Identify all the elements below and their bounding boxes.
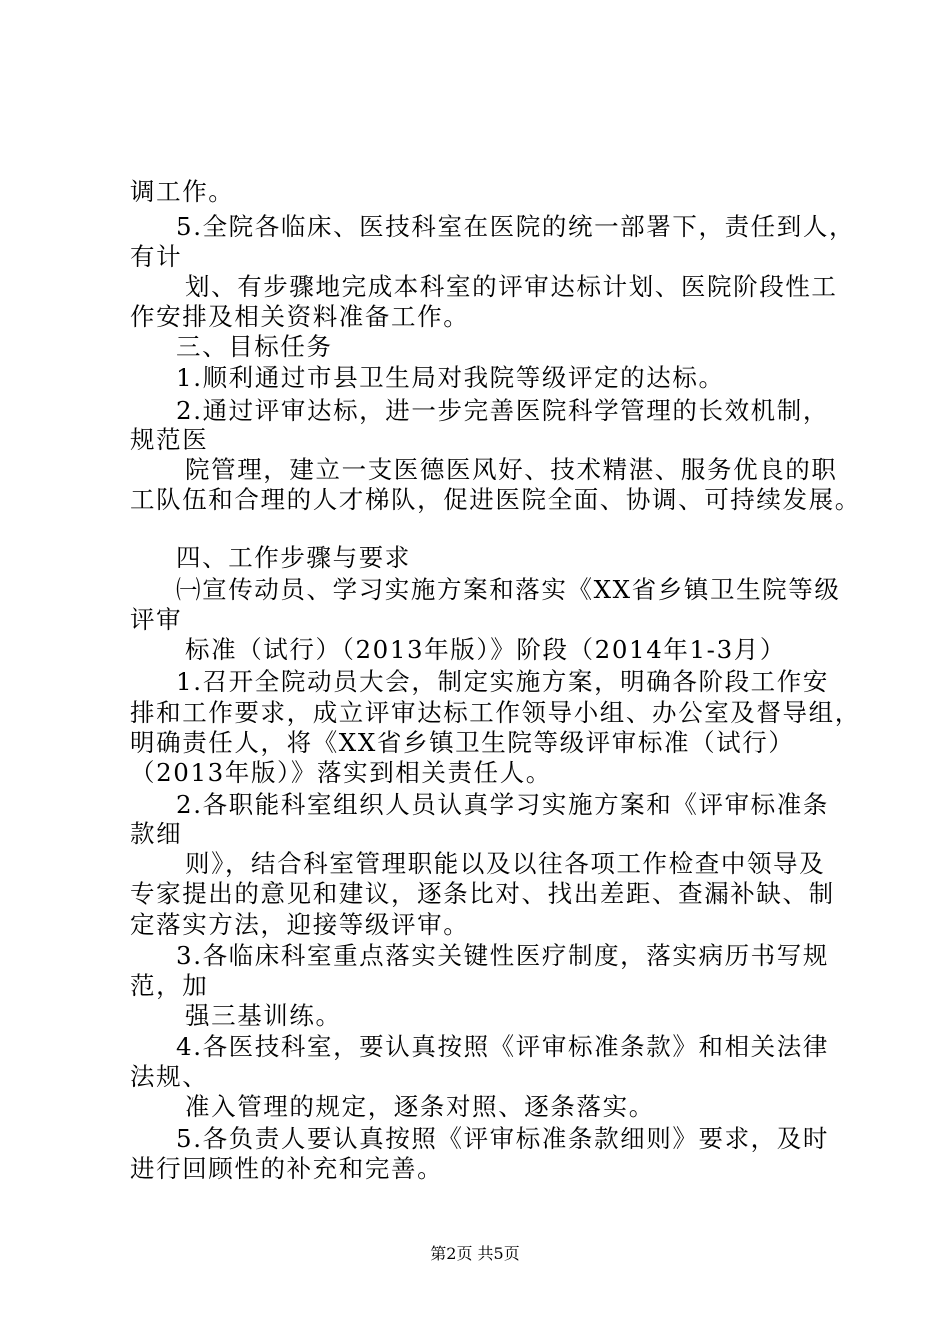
text-line: 规范医 [130,425,209,454]
text-line: 调工作。 [130,177,235,206]
text-line: 1.顺利通过市县卫生局对我院等级评定的达标。 [176,363,725,392]
text-line: 法规、 [130,1062,209,1091]
text-line: 准入管理的规定，逐条对照、逐条落实。 [185,1092,655,1121]
text-line: （2013年版）》落实到相关责任人。 [130,758,552,787]
text-line: 评审 [130,605,183,634]
text-line: 进行回顾性的补充和完善。 [130,1154,444,1183]
section-heading: 四、工作步骤与要求 [176,543,411,572]
text-line: 作安排及相关资料准备工作。 [130,302,470,331]
text-line: 院管理，建立一支医德医风好、技术精湛、服务优良的职 [185,455,838,484]
section-heading: 三、目标任务 [176,332,333,361]
text-line: 工队伍和合理的人才梯队，促进医院全面、协调、可持续发展。 [130,485,861,514]
text-line: ㈠宣传动员、学习实施方案和落实《XX省乡镇卫生院等级 [176,575,841,604]
text-line: 明确责任人，将《XX省乡镇卫生院等级评审标准（试行） [130,728,795,757]
text-line: 5.全院各临床、医技科室在医院的统一部署下，责任到人， [176,212,856,241]
text-line: 2.各职能科室组织人员认真学习实施方案和《评审标准条 [176,790,829,819]
page-number-footer: 第2页 共5页 [430,1244,520,1263]
text-line: 专家提出的意见和建议，逐条比对、找出差距、查漏补缺、制 [130,879,835,908]
text-line: 2.通过评审达标，进一步完善医院科学管理的长效机制， [176,396,829,425]
text-line: 划、有步骤地完成本科室的评审达标计划、医院阶段性工 [185,272,838,301]
text-line: 3.各临床科室重点落实关键性医疗制度，落实病历书写规 [176,941,829,970]
text-line: 4.各医技科室，要认真按照《评审标准条款》和相关法律 [176,1032,829,1061]
text-line: 范，加 [130,971,209,1000]
text-line: 定落实方法，迎接等级评审。 [130,910,470,939]
text-line: 标准（试行）（2013年版）》阶段（2014年1-3月） [185,635,786,664]
text-line: 强三基训练。 [185,1001,342,1030]
text-line: 款细 [130,819,183,848]
text-line: 则》，结合科室管理职能以及以往各项工作检查中领导及 [185,849,826,878]
text-line: 有计 [130,242,183,271]
text-line: 1.召开全院动员大会，制定实施方案，明确各阶段工作安 [176,667,829,696]
text-line: 5.各负责人要认真按照《评审标准条款细则》要求，及时 [176,1124,829,1153]
text-line: 排和工作要求，成立评审达标工作领导小组、办公室及督导组， [130,698,861,727]
